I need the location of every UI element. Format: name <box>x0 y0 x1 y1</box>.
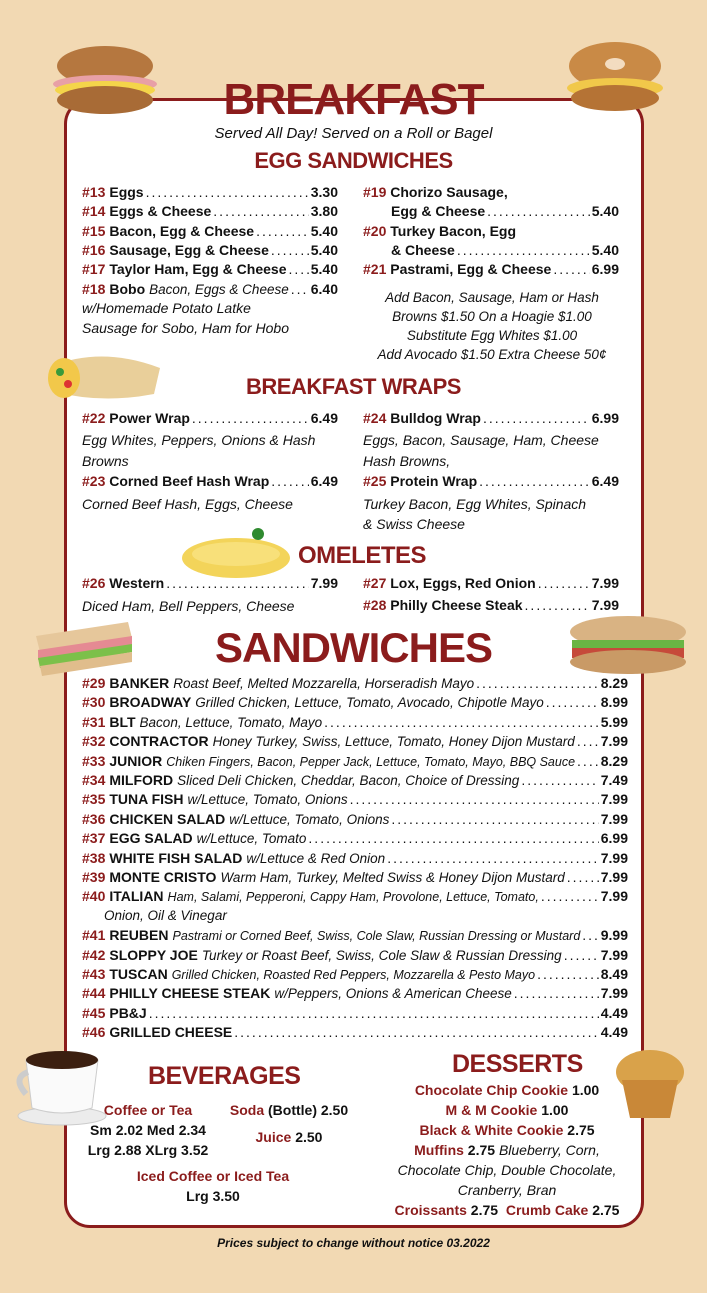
item-name: GRILLED CHEESE <box>109 1024 233 1041</box>
item-description: Warm Ham, Turkey, Melted Swiss & Honey Dijon Mustard <box>220 870 565 885</box>
item-number: #41 <box>82 927 106 944</box>
menu-item-21: #21 Pastrami, Egg & Cheese ..... 6.99 <box>363 260 619 279</box>
item-name: Taylor Ham, Egg & Cheese <box>109 261 287 278</box>
menu-item-33 <box>82 752 628 772</box>
item-name: MILFORD <box>109 772 174 788</box>
omelette-image <box>178 520 296 582</box>
menu-item-20-cont: & Cheese ..... 5.40 <box>391 241 619 260</box>
item-name: Bobo <box>109 280 146 297</box>
item-number: #14 <box>82 203 106 220</box>
egg-sandwiches-heading: EGG SANDWICHES <box>254 148 453 173</box>
item-number: #34 <box>82 772 106 788</box>
item-description: Ham, Salami, Pepperoni, Cappy Ham, Provolone, Lettuce, Tomato, <box>167 890 539 905</box>
footer-note: Prices subject to change without notice 03.2022 <box>217 1236 490 1250</box>
item-name: BANKER <box>109 675 170 691</box>
omeletes-heading: OMELETES <box>298 542 427 569</box>
menu-item-35 <box>82 790 628 809</box>
item-price: 4.49 <box>600 1024 628 1041</box>
item-name: PB&J <box>109 1004 147 1021</box>
item-price: 3.80 <box>310 203 338 220</box>
menu-item-16 <box>82 241 338 260</box>
beverages-heading: BEVERAGES <box>148 1062 301 1090</box>
item-23-desc-1: Corned Beef Hash, Eggs, Cheese <box>82 496 293 512</box>
item-name: Eggs <box>109 184 144 200</box>
menu-item-20: #20 Turkey Bacon, Egg <box>363 223 517 239</box>
addon-line: Add Bacon, Sausage, Ham or Hash <box>385 290 599 305</box>
item-price: 5.99 <box>600 713 628 730</box>
item-name: REUBEN <box>109 927 169 944</box>
item-description: w/Peppers, Onions & American Cheese <box>274 986 512 1002</box>
item-description: Pastrami or Corned Beef, Swiss, Cole Slaw, Russian Dressing or Mustard <box>172 929 581 944</box>
item-22-desc-2: Browns <box>82 453 129 469</box>
menu-item-29 <box>82 674 628 693</box>
item-description: Bacon, Lettuce, Tomato, Mayo <box>139 714 323 730</box>
iced-coffee-tea: Iced Coffee or Iced Tea Lrg 3.50 <box>136 1168 290 1204</box>
item-number: #18 <box>82 280 106 297</box>
item-name: CHICKEN SALAD <box>109 810 226 827</box>
menu-item-17 <box>82 260 338 279</box>
sandwiches-heading: SANDWICHES <box>214 624 492 671</box>
juice: Juice 2.50 <box>255 1129 323 1145</box>
menu-item-42 <box>82 946 628 965</box>
item-price: 8.49 <box>600 966 628 982</box>
menu-item-40 <box>82 887 628 907</box>
bobo-note-2: Sausage for Sobo, Ham for Hobo <box>82 320 290 336</box>
item-number: #17 <box>82 261 106 278</box>
item-26-desc-1: Diced Ham, Bell Peppers, Cheese <box>82 598 295 614</box>
item-price: 7.99 <box>600 946 628 963</box>
bobo-note-1: w/Homemade Potato Latke <box>82 300 251 316</box>
menu-item-24: #24 Bulldog Wrap ..... 6.99 <box>363 409 619 428</box>
item-number: #13 <box>82 184 106 200</box>
menu-item-14 <box>82 202 338 221</box>
item-description: Sliced Deli Chicken, Cheddar, Bacon, Choice of Dressing <box>177 773 520 788</box>
item-description: Grilled Chicken, Roasted Red Peppers, Mozzarella & Pesto Mayo <box>171 968 536 982</box>
item-number: #43 <box>82 966 106 982</box>
item-number: #35 <box>82 791 106 808</box>
item-price: 5.40 <box>310 261 338 278</box>
item-price: 7.99 <box>600 791 628 808</box>
item-number: #31 <box>82 713 106 730</box>
item-name: Eggs & Cheese <box>109 203 212 220</box>
item-description: Turkey or Roast Beef, Swiss, Cole Slaw & Russian Dressing <box>201 947 562 963</box>
item-price: 8.99 <box>600 694 628 711</box>
addon-line: Browns $1.50 On a Hoagie $1.00 <box>392 309 592 324</box>
item-number: #40 <box>82 888 106 905</box>
menu-item-19: #19 Chorizo Sausage, <box>363 184 508 200</box>
item-number: #39 <box>82 869 106 885</box>
menu-item-43 <box>82 965 628 985</box>
item-number: #36 <box>82 810 106 827</box>
item-number: #16 <box>82 241 106 258</box>
item-name: BROADWAY <box>109 694 192 711</box>
menu-item-27: #27 Lox, Eggs, Red Onion ..... 7.99 <box>363 574 619 593</box>
item-name: CONTRACTOR <box>109 733 209 750</box>
menu-item-34 <box>82 771 628 790</box>
item-name: TUSCAN <box>109 966 168 982</box>
item-number: #46 <box>82 1024 106 1041</box>
menu-item-44 <box>82 984 628 1003</box>
item-22-desc-1: Egg Whites, Peppers, Onions & Hash <box>82 432 316 448</box>
item-number: #15 <box>82 222 106 239</box>
item-price: 7.99 <box>600 849 628 866</box>
item-price: 7.99 <box>600 985 628 1002</box>
addon-line: Add Avocado $1.50 Extra Cheese 50¢ <box>377 347 607 362</box>
menu-item-23: #23 Corned Beef Hash Wrap ..... 6.49 <box>82 472 338 491</box>
menu-item-18 <box>82 280 338 299</box>
item-description: w/Lettuce, Tomato, Onions <box>229 811 390 827</box>
item-price: 5.40 <box>310 222 338 239</box>
item-name: SLOPPY JOE <box>109 946 198 963</box>
item-number: #32 <box>82 733 106 750</box>
item-number: #29 <box>82 675 106 691</box>
item-name: EGG SALAD <box>109 830 193 847</box>
menu-item-41 <box>82 926 628 946</box>
item-price: 8.29 <box>600 675 628 691</box>
item-name: BLT <box>109 713 136 730</box>
menu-item-28: #28 Philly Cheese Steak ..... 7.99 <box>363 596 619 615</box>
item-description: w/Lettuce, Tomato, Onions <box>187 792 348 808</box>
item-name: PHILLY CHEESE STEAK <box>109 985 271 1002</box>
item-number: #42 <box>82 946 106 963</box>
item-name: WHITE FISH SALAD <box>109 849 243 866</box>
subtitle: Served All Day! Served on a Roll or Bagel <box>214 125 493 142</box>
item-description: Grilled Chicken, Lettuce, Tomato, Avocado, Chipotle Mayo <box>195 695 544 711</box>
menu-item-31 <box>82 713 628 732</box>
menu-item-22: #22 Power Wrap ..... 6.49 <box>82 409 338 428</box>
item-description: Honey Turkey, Swiss, Lettuce, Tomato, Honey Dijon Mustard <box>212 734 575 750</box>
menu-item-39 <box>82 868 628 887</box>
item-price: 7.99 <box>600 869 628 885</box>
menu-item-15 <box>82 222 338 241</box>
item-name: MONTE CRISTO <box>109 869 217 885</box>
item-24-desc-1: Eggs, Bacon, Sausage, Ham, Cheese <box>363 432 599 448</box>
desserts-heading: DESSERTS <box>452 1050 583 1078</box>
menu-item-45 <box>82 1004 628 1023</box>
menu-item-38 <box>82 849 628 868</box>
item-name: JUNIOR <box>109 752 163 769</box>
item-number: #30 <box>82 694 106 711</box>
menu-item-13 <box>82 183 338 202</box>
coffee-tea: Coffee or Tea Sm 2.02 Med 2.34 Lrg 2.88 XLrg 3.52 <box>87 1102 209 1158</box>
menu-item-32 <box>82 732 628 751</box>
item-number: #44 <box>82 985 106 1002</box>
soda: Soda (Bottle) 2.50 <box>229 1102 349 1118</box>
item-description: w/Lettuce, Tomato <box>196 831 307 847</box>
item-25-desc-2: & Swiss Cheese <box>363 516 465 532</box>
italian-desc-cont: Onion, Oil & Vinegar <box>104 908 227 923</box>
item-price: 7.99 <box>600 733 628 750</box>
item-price: 7.99 <box>600 888 628 905</box>
item-price: 5.40 <box>310 241 338 258</box>
item-number: #37 <box>82 830 106 847</box>
item-price: 7.99 <box>600 810 628 827</box>
menu-item-25: #25 Protein Wrap ..... 6.49 <box>363 472 619 491</box>
item-description: Roast Beef, Melted Mozzarella, Horseradish Mayo <box>173 676 475 691</box>
item-description: Bacon, Eggs & Cheese <box>149 281 289 297</box>
item-name: ITALIAN <box>109 888 164 905</box>
menu-item-26: #26 Western ..... 7.99 <box>82 574 338 593</box>
addon-line: Substitute Egg Whites $1.00 <box>406 328 578 343</box>
desserts-list: Chocolate Chip Cookie 1.00 M & M Cookie 1.00 Black & White Cookie 2.75 Muffins 2.75 Blueberry, Corn, Chocolate Chip, Double Chocolate, Cranberry, Bran Croissants 2.75 Crumb Cake 2.75 <box>394 1082 620 1218</box>
menu-item-19-cont: Egg & Cheese ..... 5.40 <box>391 202 619 221</box>
menu-item-36 <box>82 810 628 829</box>
item-price: 7.49 <box>600 772 628 788</box>
item-price: 4.49 <box>600 1004 628 1021</box>
item-name: Sausage, Egg & Cheese <box>109 241 269 258</box>
item-number: #33 <box>82 752 106 769</box>
item-name: Bacon, Egg & Cheese <box>109 222 255 239</box>
item-description: Chiken Fingers, Bacon, Pepper Jack, Lettuce, Tomato, Mayo, BBQ Sauce <box>166 754 576 769</box>
item-name: TUNA FISH <box>109 791 184 808</box>
item-price: 6.40 <box>310 280 338 297</box>
item-price: 6.99 <box>600 830 628 847</box>
item-price: 3.30 <box>310 184 338 200</box>
item-number: #38 <box>82 849 106 866</box>
menu-item-37 <box>82 829 628 848</box>
item-price: 9.99 <box>600 927 628 944</box>
item-description: w/Lettuce & Red Onion <box>246 850 386 866</box>
item-24-desc-2: Hash Browns, <box>363 453 451 469</box>
menu-item-30 <box>82 693 628 712</box>
menu-item-46 <box>82 1023 628 1042</box>
page-title: BREAKFAST <box>223 75 484 124</box>
breakfast-wraps-heading: BREAKFAST WRAPS <box>246 374 461 399</box>
item-number: #45 <box>82 1004 106 1021</box>
item-25-desc-1: Turkey Bacon, Egg Whites, Spinach <box>363 496 587 512</box>
item-price: 8.29 <box>600 752 628 769</box>
